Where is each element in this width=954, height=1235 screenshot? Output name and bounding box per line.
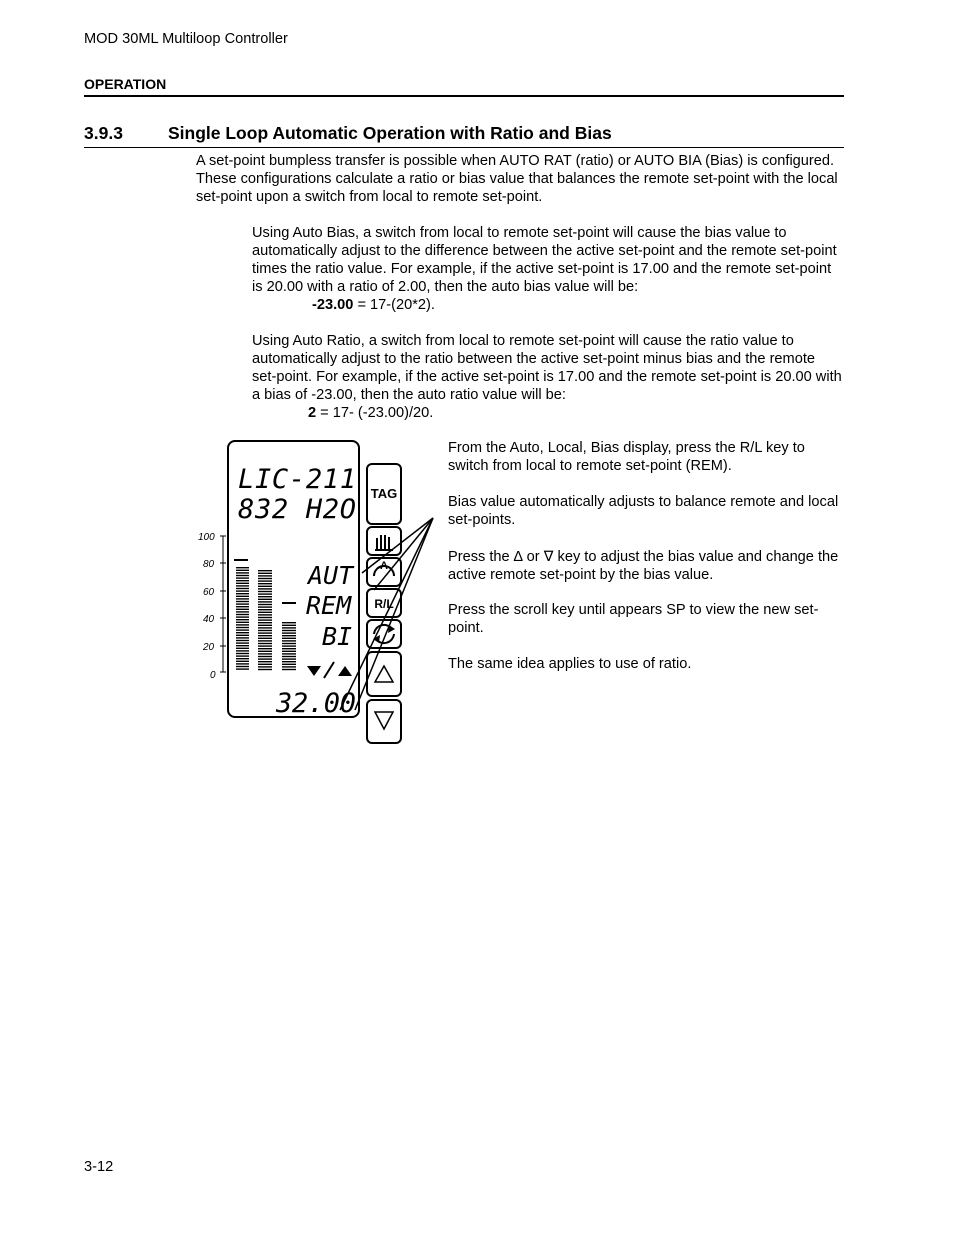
bar-segment xyxy=(236,629,249,630)
bar-segment xyxy=(282,653,296,654)
bar-segment xyxy=(258,669,272,670)
step-bias-adjusts: Bias value automatically adjusts to balance remote and local set-points. xyxy=(448,494,839,528)
bar-segment xyxy=(258,661,272,662)
auto-bias-paragraph: Using Auto Bias, a switch from local to remote set-point will cause the bias value to automatically adjust to the difference between the active set-point and the remote set-point times the ratio value. For example, if the active set-point is 17.00 and the remote set-point is 20.00 with a ratio of 2.00, then the auto bias value will be: xyxy=(252,225,837,295)
value-readout: 32.00 xyxy=(276,688,356,719)
bar-segment xyxy=(258,635,272,636)
section-number: 3.9.3 xyxy=(84,123,123,143)
mode-bias-label: BI xyxy=(322,622,353,651)
bar-segment xyxy=(258,622,272,623)
bar-segment xyxy=(258,601,272,602)
auto-ratio-paragraph: Using Auto Ratio, a switch from local to remote set-point will cause the ratio value to automatically adjust to the ratio between the active set-point minus bias and the remote set-point. For example, if the active set-point is 17.00 and the remote set-point is 20.00 with a bias of -23.00, then the auto ratio value will be: xyxy=(252,333,842,403)
auto-ratio-equation xyxy=(308,404,433,422)
bar-segment xyxy=(258,606,272,607)
bar-segment xyxy=(258,617,272,618)
bar-segment xyxy=(282,645,296,646)
bar-segment xyxy=(236,655,249,656)
bar-segment xyxy=(258,648,272,649)
step-adjust-bias: Press the ∆ or ∇ key to adjust the bias value and change the active remote set-point by the bias value. xyxy=(448,549,839,583)
bar-segment xyxy=(258,612,272,613)
bar-segment xyxy=(258,580,272,581)
bar-segment xyxy=(258,643,272,644)
bar-segment xyxy=(236,588,249,589)
bar-segment xyxy=(236,601,249,602)
bar-segment xyxy=(258,575,272,576)
bar-segment xyxy=(236,575,249,576)
bar-segment xyxy=(258,586,272,587)
controller-faceplate xyxy=(190,430,440,750)
bar-segment xyxy=(258,658,272,659)
bar-segment xyxy=(258,638,272,639)
rl-key-label: R/L xyxy=(374,597,394,611)
bar-segment xyxy=(236,668,249,669)
heading-rule xyxy=(84,147,844,148)
bar-segment xyxy=(258,604,272,605)
bar-segment xyxy=(236,663,249,664)
bar-segment xyxy=(236,585,249,586)
bar-segment xyxy=(236,622,249,623)
bar-segment xyxy=(236,640,249,641)
decrease-key[interactable] xyxy=(367,700,401,743)
bar-segment xyxy=(236,577,249,578)
bar-segment xyxy=(258,627,272,628)
bar-segment xyxy=(236,570,249,571)
bar-segment xyxy=(236,596,249,597)
scale-label: 20 xyxy=(203,642,215,653)
bar-segment xyxy=(258,588,272,589)
bar-segment xyxy=(258,666,272,667)
bar-segment xyxy=(258,645,272,646)
bar-segment xyxy=(282,632,296,633)
bar-segment xyxy=(236,603,249,604)
bar-segment xyxy=(236,653,249,654)
bar-segment xyxy=(236,572,249,573)
bar-segment xyxy=(282,625,296,626)
auto-bias-equation xyxy=(312,296,435,314)
bar-segment xyxy=(282,666,296,667)
bar-segment xyxy=(258,583,272,584)
auto-bias-result: -23.00 xyxy=(312,297,354,313)
bar-segment xyxy=(258,593,272,594)
section-label: OPERATION xyxy=(84,76,167,92)
auto-key-label: A xyxy=(380,560,388,572)
bar-segment xyxy=(236,606,249,607)
bar-segment xyxy=(258,653,272,654)
bar-segment xyxy=(282,627,296,628)
bar-segment xyxy=(236,632,249,633)
bar-segment xyxy=(282,635,296,636)
bar-segment xyxy=(258,664,272,665)
bar-segment xyxy=(282,638,296,639)
bar-segment xyxy=(258,656,272,657)
bar-segment xyxy=(236,637,249,638)
bar-segment xyxy=(236,666,249,667)
bar-segment xyxy=(236,590,249,591)
bar-segment xyxy=(282,656,296,657)
bar-segment xyxy=(236,593,249,594)
step-ratio-note: The same idea applies to use of ratio. xyxy=(448,656,692,672)
mode-auto-label: AUT xyxy=(308,561,354,590)
bar-segment xyxy=(258,625,272,626)
bar-segment xyxy=(282,648,296,649)
bar-segment xyxy=(236,658,249,659)
bar-segment xyxy=(236,580,249,581)
bar-segment xyxy=(258,599,272,600)
bar-segment xyxy=(236,661,249,662)
bar-segment xyxy=(282,643,296,644)
bar-segment xyxy=(282,658,296,659)
header-rule xyxy=(84,95,844,97)
bar-segment xyxy=(258,573,272,574)
bar-segment xyxy=(258,619,272,620)
bar-scale xyxy=(198,532,216,681)
auto-ratio-formula: = 17- (-23.00)/20. xyxy=(316,405,434,421)
bar-segment xyxy=(236,616,249,617)
section-title: Single Loop Automatic Operation with Ratio and Bias xyxy=(168,123,612,143)
scale-label: 100 xyxy=(198,532,215,543)
bar-segment xyxy=(236,614,249,615)
bar-segment xyxy=(258,630,272,631)
bar-segment xyxy=(282,661,296,662)
scale-label: 60 xyxy=(203,587,215,598)
bar-segment xyxy=(236,650,249,651)
mode-remote-label: REM xyxy=(306,591,352,620)
bar-segment xyxy=(282,622,296,623)
step-scroll-key: Press the scroll key until appears SP to view the new set-point. xyxy=(448,602,819,636)
increase-key[interactable] xyxy=(367,652,401,696)
bar-segment xyxy=(258,632,272,633)
tag-line: LIC-211 xyxy=(238,464,356,495)
units-line: 832 H2O xyxy=(238,494,356,525)
bar-segment xyxy=(258,570,272,571)
step-rl-key: From the Auto, Local, Bias display, press the R/L key to switch from local to remote set-point (REM). xyxy=(448,440,805,474)
bar-segment xyxy=(236,645,249,646)
scale-label: 40 xyxy=(203,614,215,625)
bar-segment xyxy=(236,609,249,610)
auto-bias-formula: = 17-(20*2). xyxy=(353,297,435,313)
bar-segment xyxy=(258,609,272,610)
bar-segment xyxy=(236,598,249,599)
bar-segment xyxy=(258,640,272,641)
bar-segment xyxy=(258,651,272,652)
bar-segment xyxy=(236,635,249,636)
page-number: 3-12 xyxy=(84,1159,114,1175)
bar-segment xyxy=(258,614,272,615)
bar-segment xyxy=(236,648,249,649)
bar-segment xyxy=(258,591,272,592)
scale-label: 80 xyxy=(203,559,215,570)
bar-segment xyxy=(236,611,249,612)
bar-segment xyxy=(258,596,272,597)
bar-segment xyxy=(236,627,249,628)
scale-label: 0 xyxy=(210,670,216,681)
bar-segment xyxy=(258,578,272,579)
auto-ratio-result: 2 xyxy=(308,405,317,421)
bar-segment xyxy=(282,664,296,665)
bar-segment xyxy=(236,567,249,568)
scale-ticks xyxy=(220,536,226,672)
tag-key-label: TAG xyxy=(370,486,398,501)
intro-paragraph: A set-point bumpless transfer is possible when AUTO RAT (ratio) or AUTO BIA (Bias) is configured. These configurations calculate a ratio or bias value that balances the remote set-point with the local set-point upon a switch from local to remote set-point. xyxy=(196,153,838,205)
bar-segment xyxy=(236,619,249,620)
bar-segment xyxy=(236,624,249,625)
document-title: MOD 30ML Multiloop Controller xyxy=(84,31,288,47)
bar-segment xyxy=(236,583,249,584)
bar-segment xyxy=(236,642,249,643)
bar-segment xyxy=(282,669,296,670)
bar-segment xyxy=(282,630,296,631)
bar-segment xyxy=(282,651,296,652)
bar-segment xyxy=(282,640,296,641)
